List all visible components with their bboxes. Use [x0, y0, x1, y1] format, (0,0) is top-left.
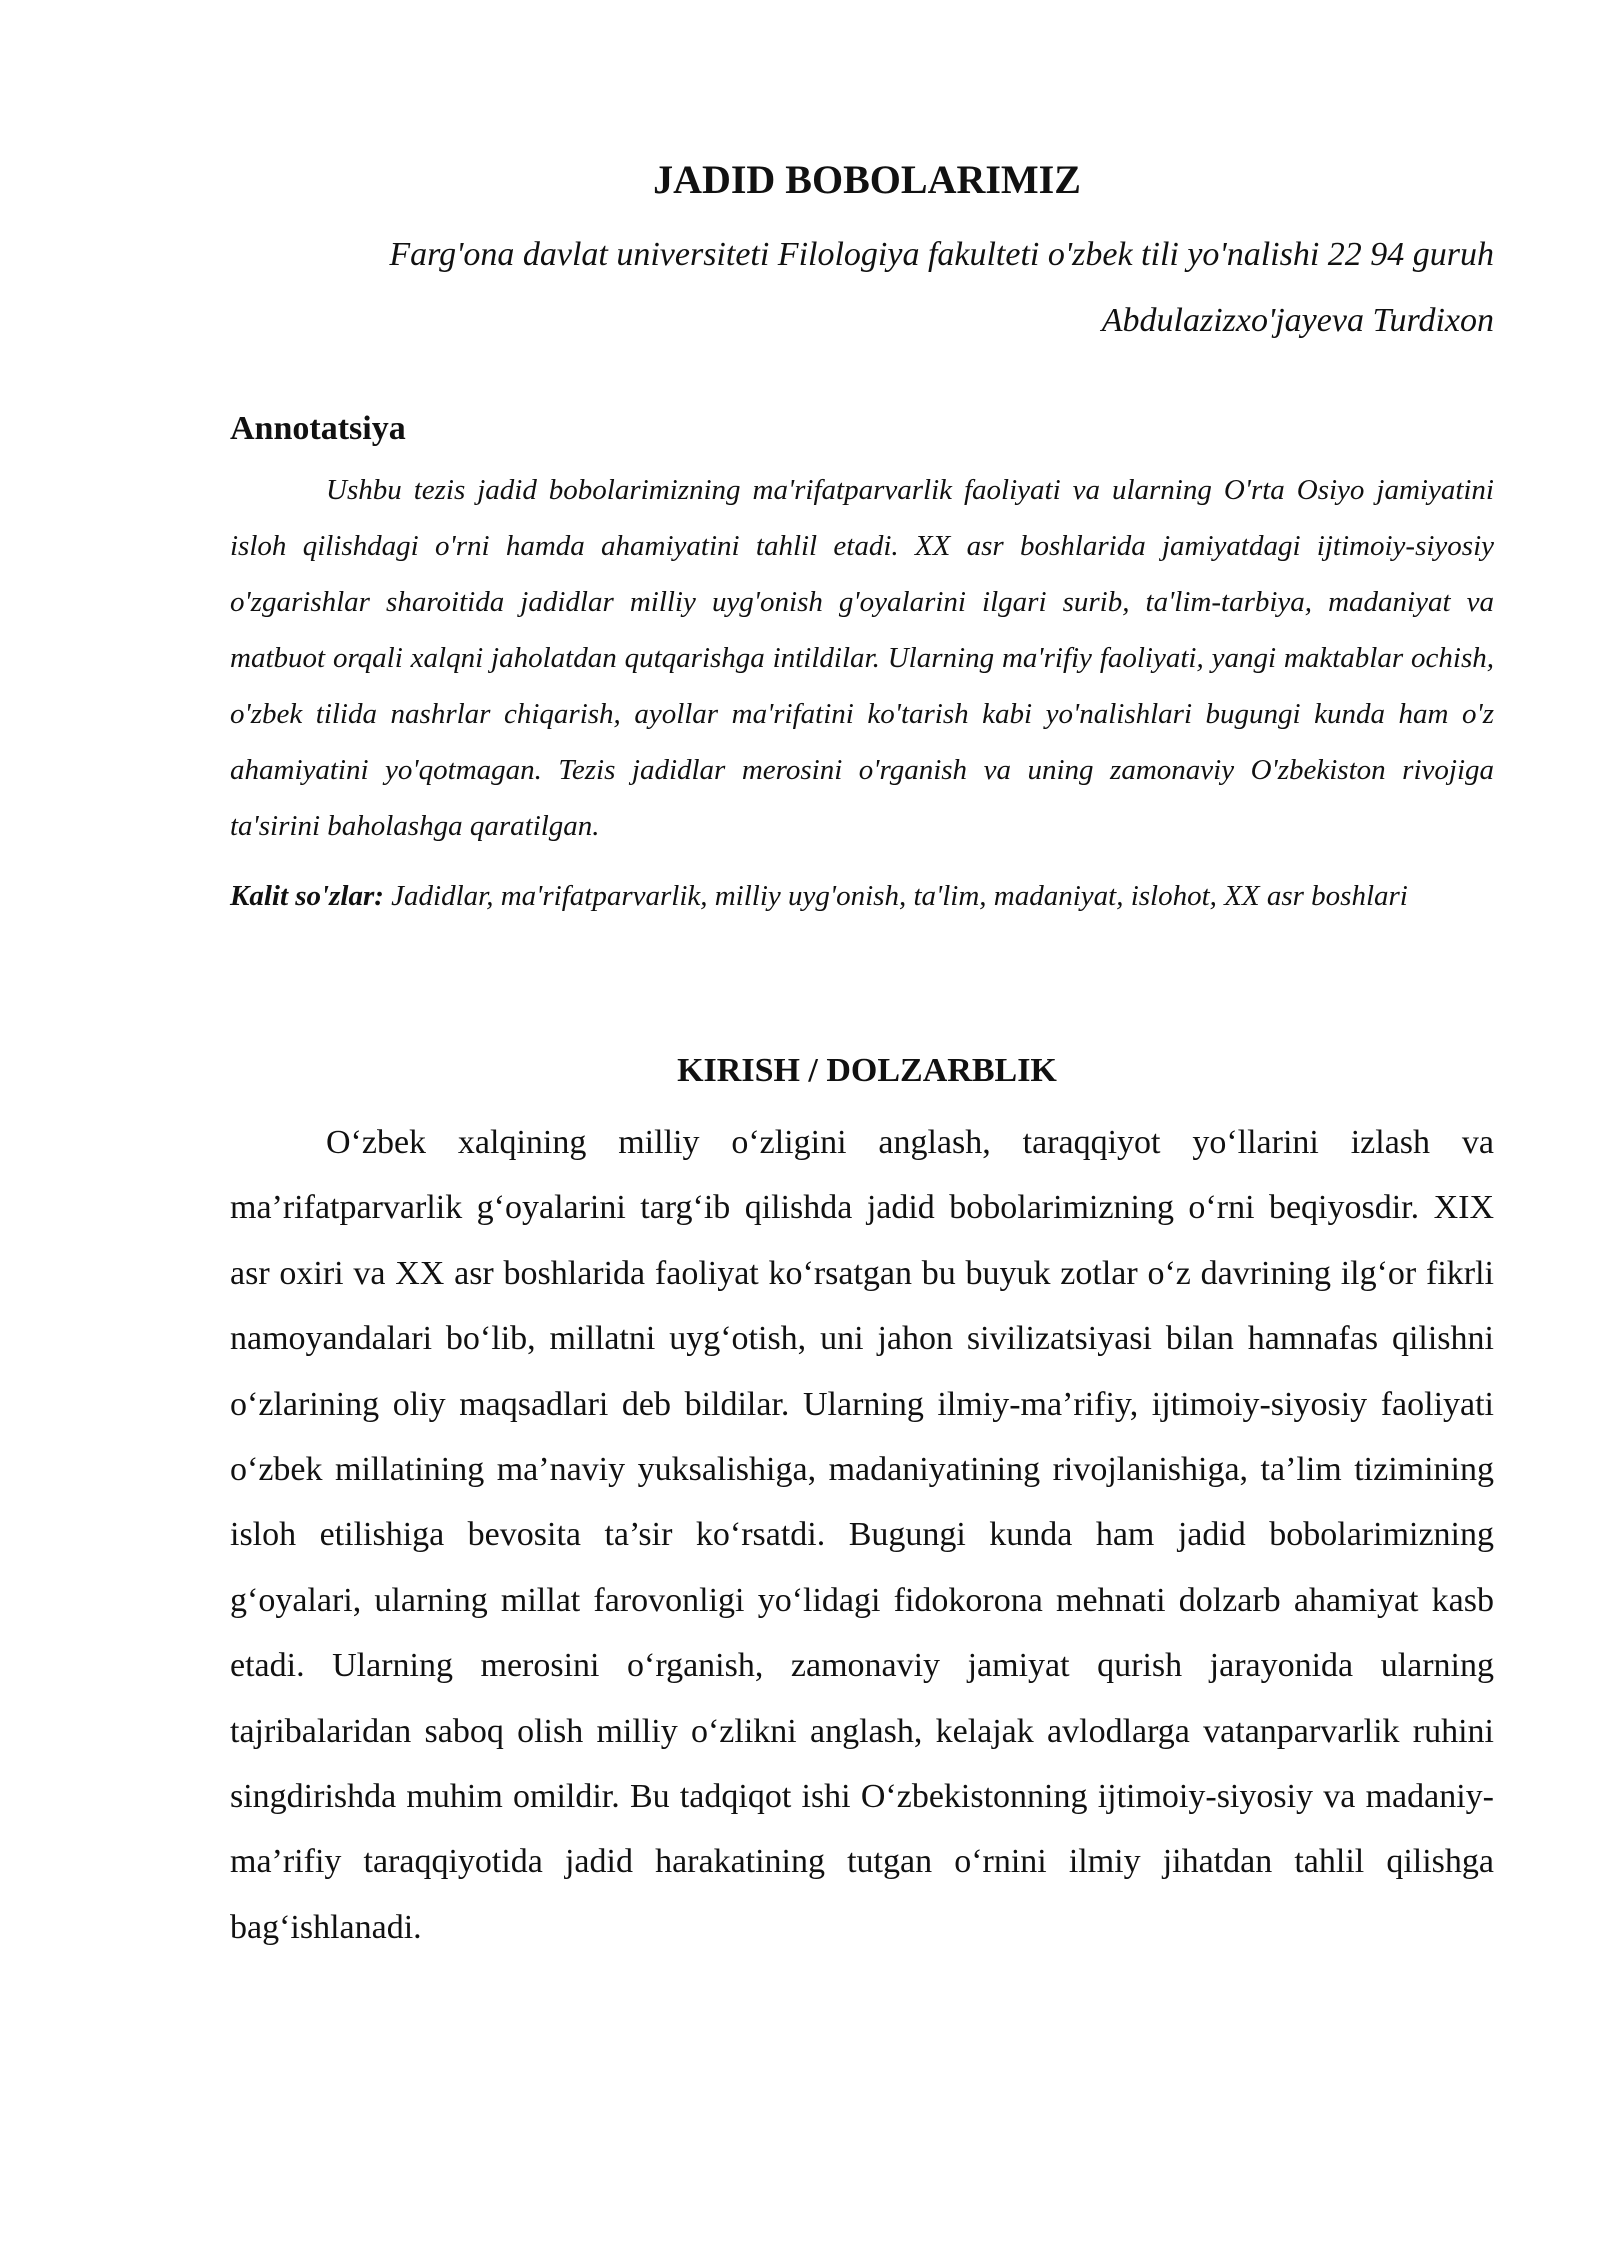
annotation-heading: Annotatsiya [230, 410, 406, 447]
annotation-text: Ushbu tezis jadid bobolarimizning ma'rifatparvarlik faoliyati va ularning O'rta Osiyo jamiyatini isloh qilishdagi o'rni hamda ahamiyatini tahlil etadi. XX asr boshlarida jamiyatdagi ijtimoiy-siyosiy o'zgarishlar sharoitida jadidlar milliy uyg'onish g'oyalarini ilgari surib, ta'lim-tarbiya, madaniyat va matbuot orqali xalqni jaholatdan qutqarishga intildilar. Ularning ma'rifiy faoliyati, yangi maktablar ochish, o'zbek tilida nashrlar chiqarish, ayollar ma'rifatini ko'tarish kabi yo'nalishlari bugungi kunda ham o'z ahamiyatini yo'qotmagan. Tezis jadidlar merosini o'rganish va uning zamonaviy O'zbekiston rivojiga ta'sirini baholashga qaratilgan. [230, 474, 1494, 842]
introduction-text: O‘zbek xalqining milliy o‘zligini anglash, taraqqiyot yo‘llarini izlash va ma’rifatparvarlik g‘oyalarini targ‘ib qilishda jadid bobolarimizning o‘rni beqiyosdir. XIX asr oxiri va XX asr boshlarida faoliyat ko‘rsatgan bu buyuk zotlar o‘z davrining ilg‘or fikrli namoyandalari bo‘lib, millatni uyg‘otish, uni jahon sivilizatsiyasi bilan hamnafas qilishni o‘zlarining oliy maqsadlari deb bildilar. Ularning ilmiy-ma’rifiy, ijtimoiy-siyosiy faoliyati o‘zbek millatining ma’naviy yuksalishiga, madaniyatining rivojlanishiga, ta’lim tizimining isloh etilishiga bevosita ta’sir ko‘rsatdi. Bugungi kunda ham jadid bobolarimizning g‘oyalari, ularning millat farovonligi yo‘lidagi fidokorona mehnati dolzarb ahamiyat kasb etadi. Ularning merosini o‘rganish, zamonaviy jamiyat qurish jarayonida ularning tajribalaridan saboq olish milliy o‘zlikni anglash, kelajak avlodlarga vatanparvarlik ruhini singdirishda muhim omildir. Bu tadqiqot ishi O‘zbekistonning ijtimoiy-siyosiy va madaniy-ma’rifiy taraqqiyotida jadid harakatining tutgan o‘rnini ilmiy jihatdan tahlil qilishga bag‘ishlanadi. [230, 1124, 1494, 1946]
document-title: JADID BOBOLARIMIZ [653, 157, 1081, 202]
keywords-label: Kalit so'zlar: [230, 880, 384, 912]
introduction-heading: KIRISH / DOLZARBLIK [677, 1052, 1057, 1089]
keywords-paragraph [230, 868, 1494, 924]
introduction-section [230, 1046, 1494, 1960]
author-name: Abdulazizxo'jayeva Turdixon [1101, 302, 1494, 339]
author-affiliation [230, 222, 1494, 354]
annotation-section [230, 404, 1494, 924]
keywords-list: Jadidlar, ma'rifatparvarlik, milliy uyg'onish, ta'lim, madaniyat, islohot, XX asr boshlari [383, 880, 1408, 912]
affiliation-line: Farg'ona davlat universiteti Filologiya fakulteti o'zbek tili yo'nalishi 22 94 guruh [389, 236, 1494, 273]
document-page [230, 150, 1494, 1960]
